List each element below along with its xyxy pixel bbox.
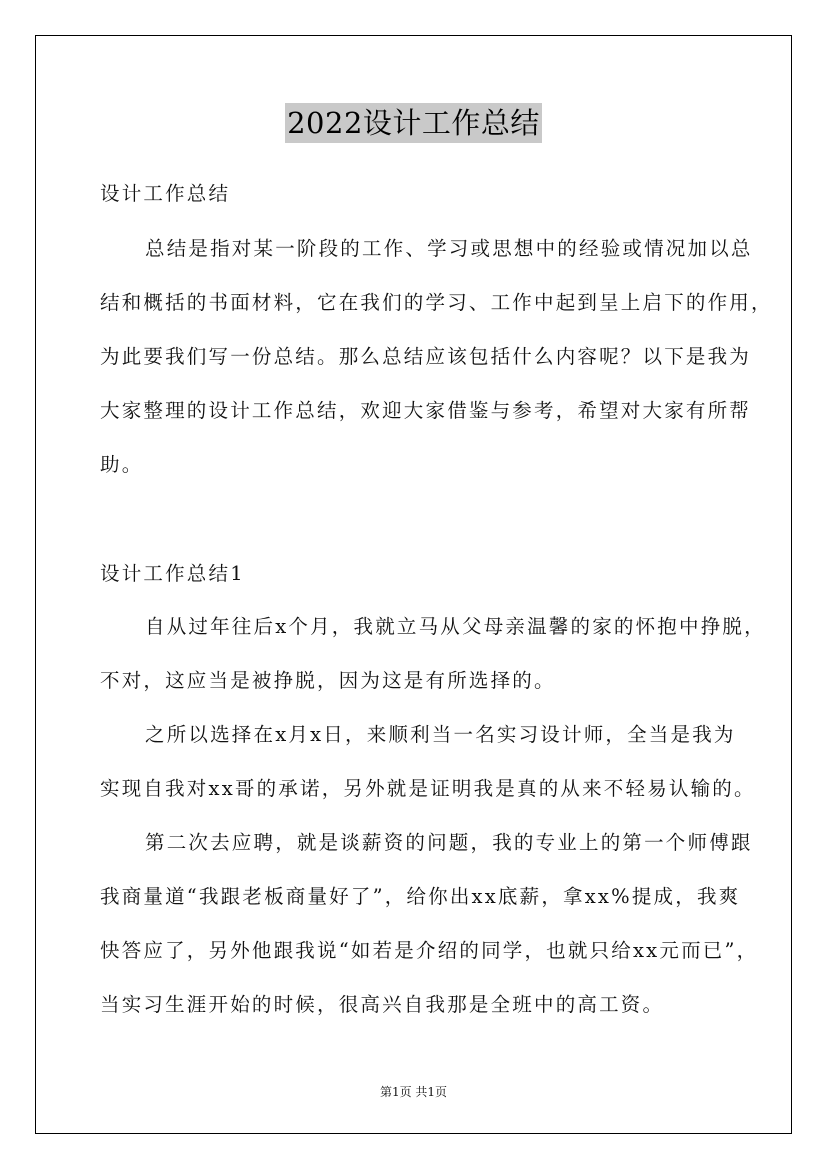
intro-line: 大家整理的设计工作总结，欢迎大家借鉴与参考，希望对大家有所帮 bbox=[100, 399, 752, 422]
intro-line: 为此要我们写一份总结。那么总结应该包括什么内容呢？以下是我为 bbox=[100, 345, 752, 368]
paragraph-line: 自从过年往后x个月，我就立马从父母亲温馨的家的怀抱中挣脱， bbox=[145, 615, 766, 638]
paragraph-line: 之所以选择在x月x日，来顺利当一名实习设计师，全当是我为 bbox=[145, 723, 736, 746]
page-number-footer: 第1页 共1页 bbox=[379, 1085, 448, 1099]
intro-line: 总结是指对某一阶段的工作、学习或思想中的经验或情况加以总 bbox=[145, 237, 753, 260]
title-container bbox=[0, 103, 827, 143]
paragraph-line: 第二次去应聘，就是谈薪资的问题，我的专业上的第一个师傅跟 bbox=[145, 831, 753, 854]
paragraph-line: 快答应了，另外他跟我说“如若是介绍的同学，也就只给xx元而已”， bbox=[100, 939, 759, 962]
paragraph-line: 不对，这应当是被挣脱，因为这是有所选择的。 bbox=[100, 669, 556, 692]
intro-line: 助。 bbox=[100, 453, 144, 476]
paragraph-line: 当实习生涯开始的时候，很高兴自我那是全班中的高工资。 bbox=[100, 993, 665, 1016]
paragraph-line: 我商量道“我跟老板商量好了”，给你出xx底薪，拿xx%提成，我爽 bbox=[100, 885, 741, 908]
intro-heading: 设计工作总结 bbox=[100, 182, 231, 205]
paragraph-line: 实现自我对xx哥的承诺，另外就是证明我是真的从来不轻易认输的。 bbox=[100, 777, 756, 800]
document-title: 2022设计工作总结 bbox=[285, 103, 542, 143]
intro-line: 结和概括的书面材料，它在我们的学习、工作中起到呈上启下的作用， bbox=[100, 291, 773, 314]
section1-heading: 设计工作总结1 bbox=[100, 562, 245, 585]
